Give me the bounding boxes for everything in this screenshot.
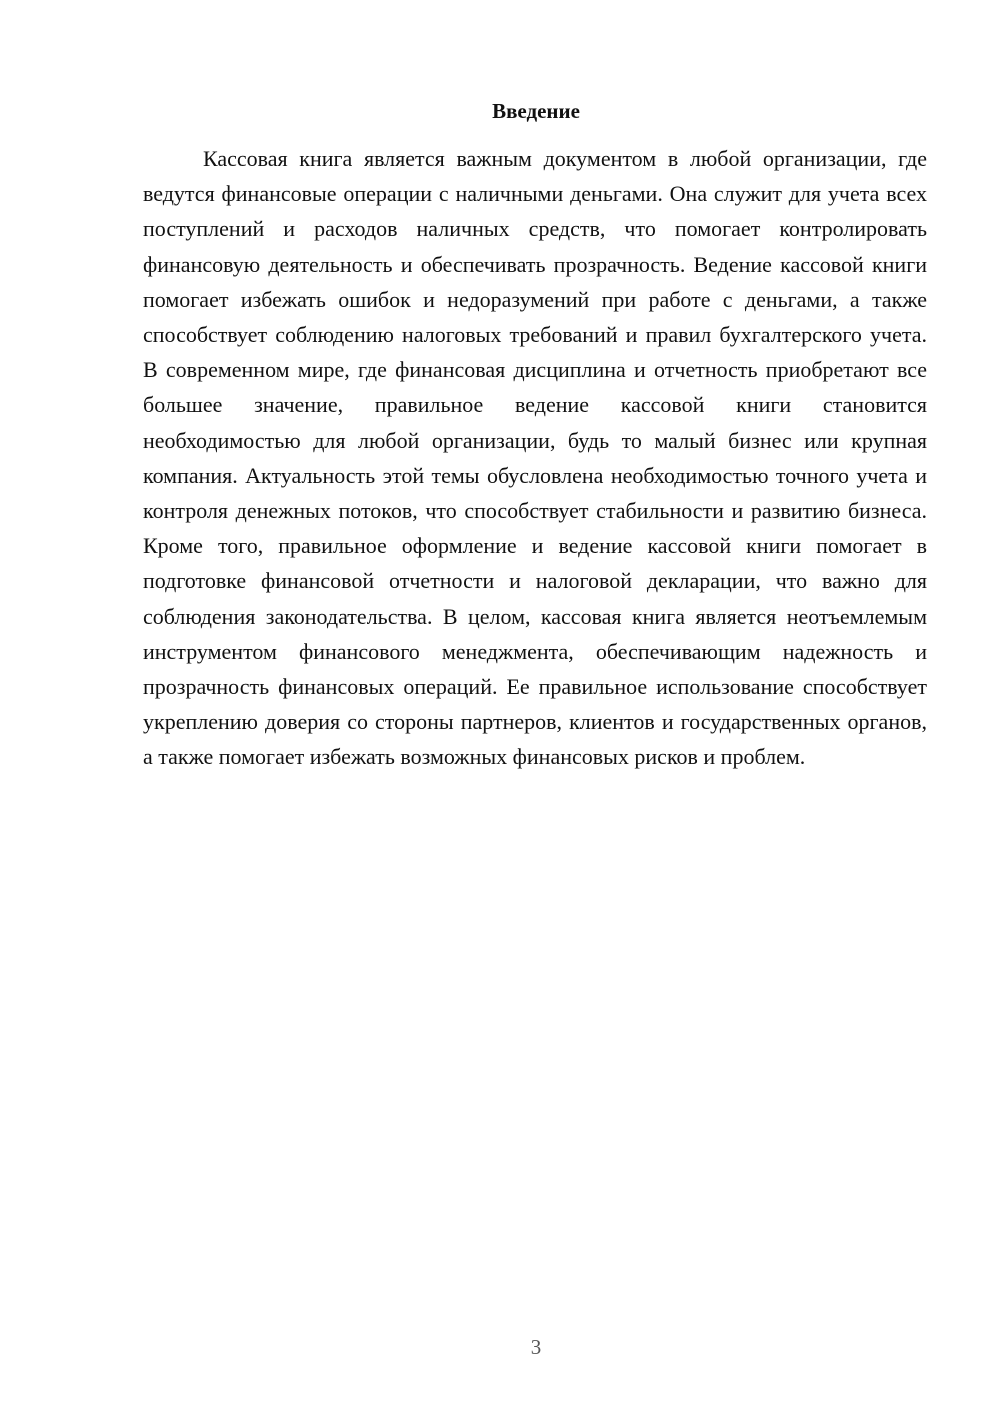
introduction-paragraph: Кассовая книга является важным документом в любой организации, где ведутся финансовые операции с наличными деньгами. Она служит для учета всех поступлений и расходов наличных средств, что помогает контролировать финансовую деятельность и обеспечивать прозрачность. Ведение кассовой книги помогает избежать ошибок и недоразумений при работе с деньгами, а также способствует соблюдению налоговых требований и правил бухгалтерского учета. В современном мире, где финансовая дисциплина и отчетность приобретают все большее значение, правильное ведение кассовой книги становится необходимостью для любой организации, будь то малый бизнес или крупная компания. Актуальность этой темы обусловлена необходимостью точного учета и контроля денежных потоков, что способствует стабильности и развитию бизнеса. Кроме того, правильное оформление и ведение кассовой книги помогает в подготовке финансовой отчетности и налоговой декларации, что важно для соблюдения законодательства. В целом, кассовая книга является неотъемлемым инструментом финансового менеджмента, обеспечивающим надежность и прозрачность финансовых операций. Ее правильное использование способствует укреплению доверия со стороны партнеров, клиентов и государственных органов, а также помогает избежать возможных финансовых рисков и проблем. — [143, 146, 927, 770]
section-heading: Введение — [492, 99, 580, 123]
page-number: 3 — [530, 1335, 542, 1359]
